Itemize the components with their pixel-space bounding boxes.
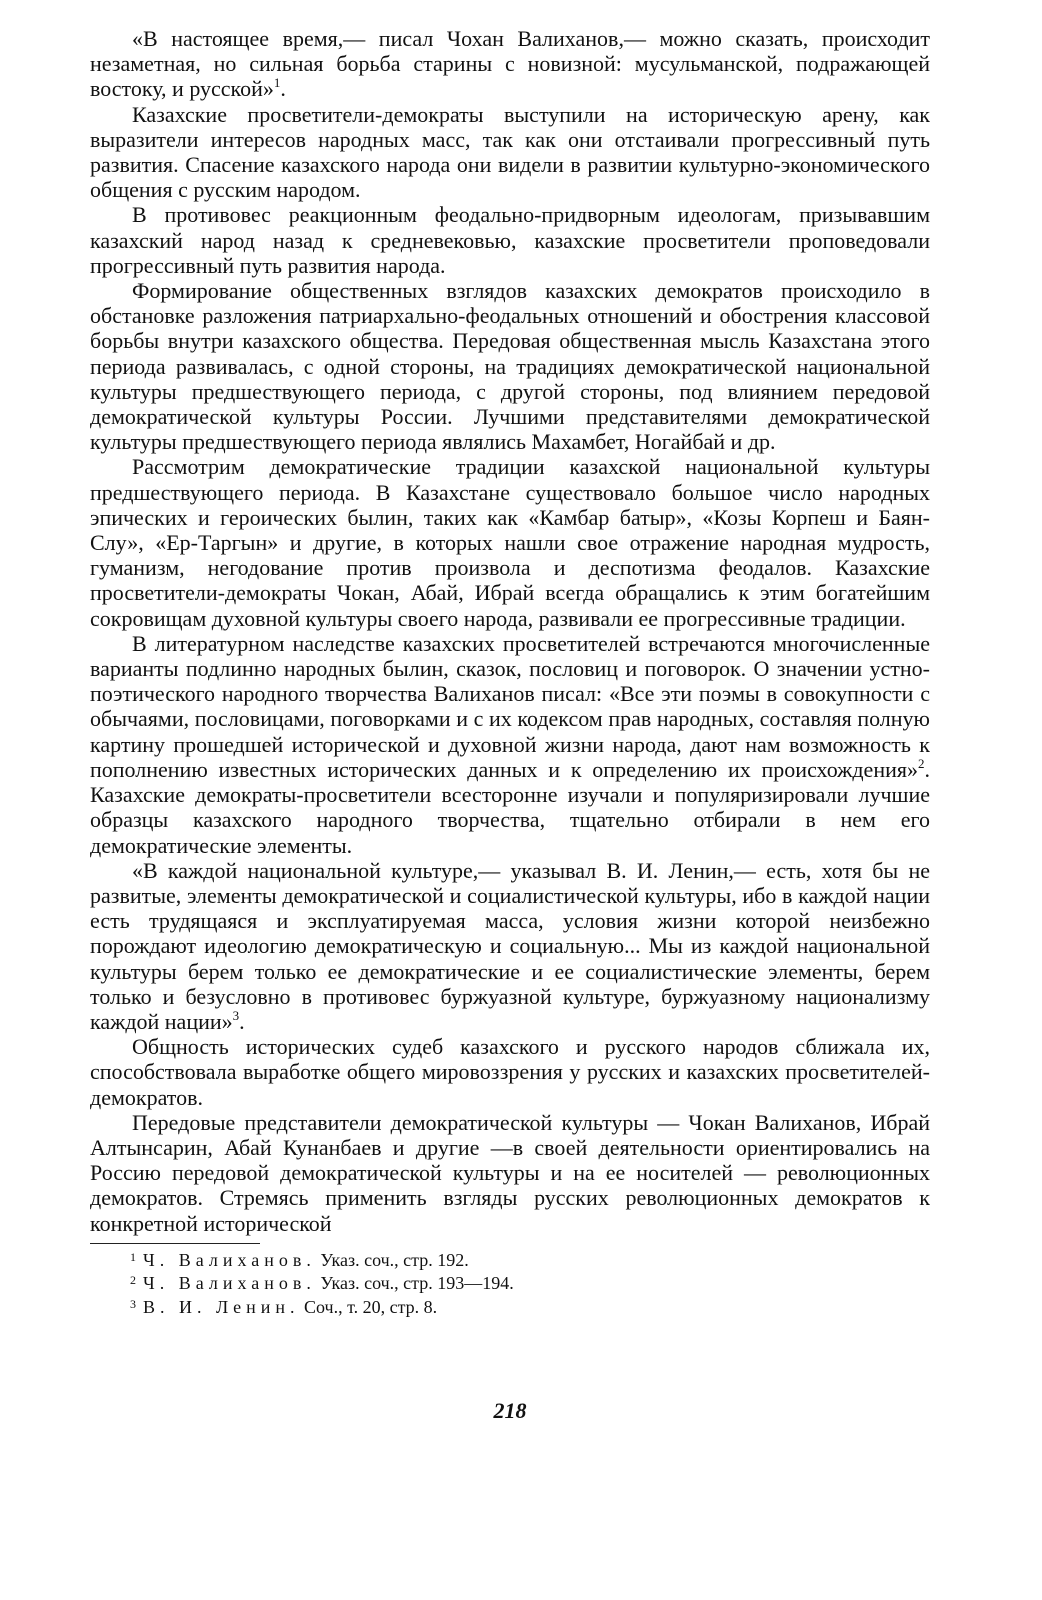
paragraph: Казахские просветители-демократы выступили на историческую арену, как выразители интересов народных масс, так как они отстаивали прогрессивный путь развития. Спасение казахского народа они видели в развитии культурно-экономического общения с русским народом. <box>90 101 930 203</box>
footnotes <box>90 1250 930 1321</box>
paragraph: Рассмотрим демократические традиции казахской национальной культуры предшествующего периода. В Казахстане существовало большое число народных эпических и героических былин, таких как «Камбар батыр», «Козы Корпеш и Баян-Слу», «Ер-Таргын» и другие, в которых нашли свое отражение народная мудрость, гуманизм, негодование против произвола и деспотизма феодалов. Казахские просветители-демократы Чокан, Абай, Ибрай всегда обращались к этим богатейшим сокровищам духовной культуры своего народа, развивали ее прогрессивные традиции. <box>90 454 930 631</box>
footnote-ref: 2 <box>918 755 925 771</box>
footnote: $^3$ В. И. Ленин. Соч., т. 20, стр. 8. <box>130 1296 438 1317</box>
paragraph: «В настоящее время,— писал Чохан Валиханов,— можно сказать, происходит незаметная, но сильная борьба старины с новизной: мусульманской, подражающей востоку, и русской»$^1$. <box>90 26 930 102</box>
footnote: $^2$ Ч. Валиханов. Указ. соч., стр. 193—194. <box>130 1273 514 1294</box>
paragraph: «В каждой национальной культуре,— указывал В. И. Ленин,— есть, хотя бы не развитые, элементы демократической и социалистической культуры, ибо в каждой нации есть трудящаяся и эксплуатируемая масса, условия жизни которой неизбежно порождают идеологию демократическую и социальную... Мы из каждой национальной культуры берем только ее демократические и ее социалистические элементы, берем только и безусловно в противовес буржуазной культуре, буржуазному национализму каждой нации»$^3$. <box>90 857 930 1034</box>
paragraph: В литературном наследстве казахских просветителей встречаются многочисленные варианты подлинно народных былин, сказок, пословиц и поговорок. О значении устно-поэтического народного творчества Валиханов писал: «Все эти поэмы в совокупности с обычаями, пословицами, поговорками и с их кодексом прав народных, составляя полную картину прошедшей исторической и духовной жизни народа, дают нам возможность к пополнению известных исторических данных и к определению их происхождения»$^2$. Казахские демократы-просветители всесторонне изучали и популяризировали лучшие образцы казахского народного творчества, тщательно отбирали в нем его демократические элементы. <box>90 630 930 858</box>
paragraph: Общность исторических судеб казахского и русского народов сближала их, способствовала выработке общего мировоззрения у русских и казахских просветителей-демократов. <box>90 1034 930 1110</box>
main-text <box>90 26 930 1236</box>
paragraph: Формирование общественных взглядов казахских демократов происходило в обстановке разложения патриархально-феодальных отношений и обострения классовой борьбы внутри казахского общества. Передовая общественная мысль Казахстана этого периода развивалась, с одной стороны, на традициях демократической национальной культуры предшествующего периода, с другой стороны, под влиянием передовой демократической культуры России. Лучшими представителями демократической культуры предшествующего периода являлись Махамбет, Ногайбай и др. <box>90 278 930 455</box>
footnote-ref: 3 <box>232 1007 240 1023</box>
page-body <box>90 26 930 1423</box>
paragraph: В противовес реакционным феодально-придворным идеологам, призывавшим казахский народ назад к средневековью, казахские просветители проповедовали прогрессивный путь развития народа. <box>90 202 930 278</box>
page-number: 218 <box>493 1398 527 1423</box>
footnote-separator <box>90 1243 260 1244</box>
footnote-ref: 1 <box>273 75 281 91</box>
footnote: $^1$ Ч. Валиханов. Указ. соч., стр. 192. <box>130 1249 469 1270</box>
paragraph: Передовые представители демократической культуры — Чокан Валиханов, Ибрай Алтынсарин, Абай Кунанбаев и другие —в своей деятельности ориентировались на Россию передовой демократической культуры и на ее носителей — революционных демократов. Стремясь применить взгляды русских революционных демократов к конкретной исторической <box>90 1109 930 1236</box>
